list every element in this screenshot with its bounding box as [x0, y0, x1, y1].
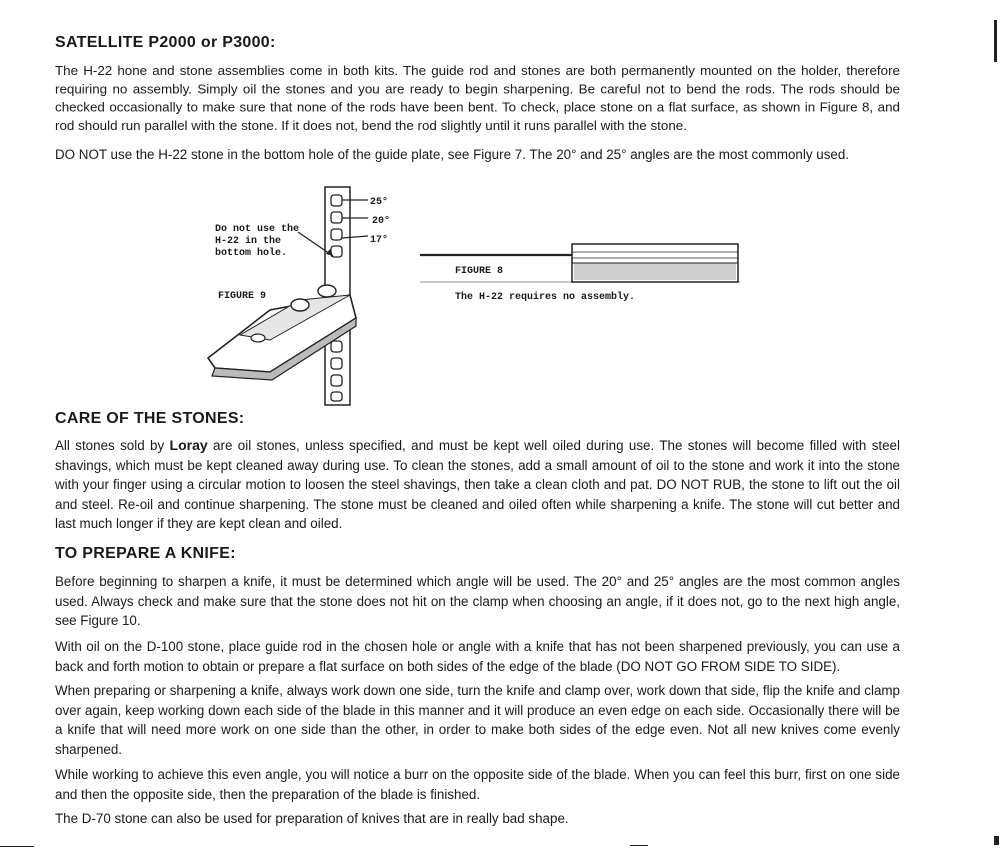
- paragraph-choose-angle: Before beginning to sharpen a knife, it must be determined which angle will be used. The 20° and 25° angles are the most common angles used. Always check and make sure that the stone does not hit on the clamp when choosing an angle, if it does not, go to the next high angle, see Figure 10.: [55, 574, 900, 629]
- scan-corner-mark: [994, 836, 999, 845]
- figure9-caption: FIGURE 9: [218, 291, 267, 302]
- figure9-angle-17: 17°: [370, 235, 389, 246]
- paragraph-care-of-stones: [55, 436, 900, 534]
- paragraph-do-not-use: DO NOT use the H-22 stone in the bottom hole of the guide plate, see Figure 7. The 20° and 25° angles are the most commonly used.: [55, 147, 850, 162]
- scan-bottom-mark: [0, 846, 34, 847]
- section-heading-prepare-knife: TO PREPARE A KNIFE:: [55, 545, 236, 562]
- section-heading-satellite: SATELLITE P2000 or P3000:: [55, 34, 276, 51]
- paragraph-h22-assembly: The H-22 hone and stone assemblies come in both kits. The guide rod and stones are both permanently mounted on the holder, therefore requiring no assembly. Simply oil the stones and you are ready to begin sharpening. Be careful not to bend the rods. The rods should be checked occasionally to make sure that none of the rods have been bent. To check, place stone on a flat surface, as shown in Figure 8, and rod should run parallel with the stone. If it does not, bend the rod slightly until it runs parallel with the stone.: [55, 63, 900, 133]
- brand-name: Loray: [169, 437, 208, 453]
- paragraph-work-sides: When preparing or sharpening a knife, always work down one side, turn the knife and clamp over, work down that side, flip the knife and clamp over again, keep working down each side of the blade in this manner and it will produce an even edge on each side. Occasionally there will be a knife that will need more work on one side than the other, in order to make both sides of the edge even. Not all new knives come evenly sharpened.: [55, 683, 900, 757]
- care-text-start: All stones sold by: [55, 438, 170, 453]
- paragraph-burr: While working to achieve this even angle, you will notice a burr on the opposite side of the blade. When you can feel this burr, first on one side and then the opposite side, then the preparation of the blade is finished.: [55, 767, 900, 802]
- paragraph-d100-stone: With oil on the D-100 stone, place guide rod in the chosen hole or angle with a knife that has not been sharpened previously, you can use a back and forth motion to obtain or prepare a flat surface on both sides of the edge of the blade (DO NOT GO FROM SIDE TO SIDE).: [55, 639, 900, 674]
- figure8-caption: FIGURE 8: [455, 266, 504, 277]
- figure9-note-line2: H-22 in the: [215, 236, 282, 247]
- paragraph-d70-stone: The D-70 stone can also be used for preparation of knives that are in really bad shape.: [55, 811, 569, 826]
- scan-edge-mark: [994, 20, 997, 62]
- care-text-rest: are oil stones, unless specified, and must be kept well oiled during use. The stones will become filled with steel shavings, which must be kept cleaned away during use. To clean the stones, add a small amount of oil to the stone and work it into the stone with your finger using a circular motion to loosen the steel shavings, then take a clean cloth and pat. DO NOT RUB, the stone to lift out the oil and steel. Re-oil and continue sharpening. The stone must be cleaned and oiled often while sharpening a knife. The stone will cut better and last much longer if they are kept clean and oiled.: [55, 438, 900, 532]
- figure9-angle-20: 20°: [372, 216, 391, 227]
- figure8-text: The H-22 requires no assembly.: [455, 292, 636, 303]
- figure9-note-line3: bottom hole.: [215, 248, 288, 259]
- figures-illustration: [0, 180, 1000, 410]
- scan-bottom-mark-2: [630, 845, 648, 846]
- figure9-note-line1: Do not use the: [215, 224, 300, 235]
- figure9-angle-25: 25°: [370, 197, 389, 208]
- section-heading-care-of-stones: CARE OF THE STONES:: [55, 410, 245, 427]
